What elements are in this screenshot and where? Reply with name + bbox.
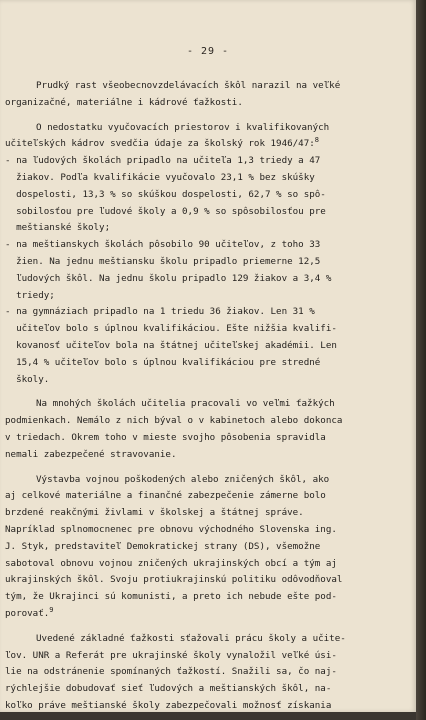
line-text: sobilosťou pre ľudové školy a 0,9 % so spôsobilosťou pre: [5, 205, 326, 217]
line-text: koľko práve meštianské školy zabezpečovali možnosť získania: [5, 699, 332, 711]
line-text: školy.: [5, 373, 50, 385]
line-text: lie na odstránenie spomínaných ťažkostí. Snažili sa, čo naj-: [5, 666, 337, 678]
paragraph: [5, 472, 405, 623]
line-text: - na meštianskych školách pôsobilo 90 učiteľov, z toho 33: [5, 239, 321, 251]
text-line: [5, 664, 405, 681]
line-text: O nedostatku vyučovacích priestorov i kvalifikovaných: [36, 121, 330, 133]
line-text: aj celkové materiálne a finančné zabezpečenie zámerne bolo: [5, 490, 326, 502]
line-text: brzdené reakčnými živlami v školskej a štátnej správe.: [5, 507, 304, 519]
text-line: [5, 78, 405, 95]
paragraph: [5, 631, 405, 715]
text-line: [5, 220, 405, 237]
line-text: Napríklad splnomocnenec pre obnovu východného Slovenska ing.: [5, 523, 337, 535]
line-text: podmienkach. Nemálo z nich býval o v kabinetoch alebo dokonca: [5, 415, 343, 427]
line-text: učiteľov bolo s úplnou kvalifikáciou. Ešte nižšia kvalifi-: [5, 323, 337, 335]
line-text: organizačné, materiálne i kádrové ťažkosti.: [5, 96, 243, 108]
text-line: [5, 321, 405, 338]
line-text: meštianské školy;: [5, 222, 111, 234]
text-line: [5, 488, 405, 505]
text-line: [5, 648, 405, 665]
text-line: [5, 254, 405, 271]
text-line: [5, 204, 405, 221]
line-text: tým, že Ukrajinci sú komunisti, a preto ich nebude ešte pod-: [5, 591, 337, 603]
text-line: [5, 631, 405, 648]
paragraph-gap: [5, 388, 405, 396]
line-text: dospelosti, 13,3 % so skúškou dospelosti, 62,7 % so spô-: [5, 188, 326, 200]
page-number: - 29 -: [186, 46, 230, 57]
line-text: kovanosť učiteľov bola na štátnej učiteľskej akadémii. Len: [5, 339, 337, 351]
line-text: učiteľských kádrov svedčia údaje za školský rok 1946/47:: [5, 138, 315, 150]
text-line: [5, 413, 405, 430]
text-line: [5, 372, 405, 389]
text-line: [5, 338, 405, 355]
paragraph: [5, 396, 405, 463]
line-text: ľov. UNR a Referát pre ukrajinské školy vynaložil veľké úsi-: [5, 649, 337, 661]
book-edge: [416, 0, 426, 720]
text-line: [5, 589, 405, 606]
paragraph: [5, 120, 405, 389]
line-text: v triedach. Okrem toho v mieste svojho pôsobenia spravidla: [5, 431, 326, 443]
line-text: nemali zabezpečené stravovanie.: [5, 448, 177, 460]
text-line: [5, 120, 405, 137]
line-text: ľudových škôl. Na jednu školu pripadlo 129 žiakov a 3,4 %: [5, 272, 332, 284]
paragraph: [5, 78, 405, 112]
line-text: Uvedené základné ťažkosti sťažovali prácu školy a učite-: [36, 632, 346, 644]
line-text: 15,4 % učiteľov bolo s úplnou kvalifikáciou pre stredné: [5, 356, 321, 368]
text-line: [5, 472, 405, 489]
text-line: [5, 288, 405, 305]
text-line: [5, 237, 405, 254]
text-line: [5, 539, 405, 556]
text-line: [5, 136, 405, 153]
footnote-marker: 8: [314, 136, 319, 145]
line-text: rýchlejšie dobudovať sieť ľudových a meštianských škôl, na-: [5, 683, 332, 695]
line-text: žien. Na jednu meštiansku školu pripadlo priemerne 12,5: [5, 255, 321, 267]
line-text: žiakov. Podľa kvalifikácie vyučovalo 23,1 % bez skúšky: [5, 171, 315, 183]
text-line: [5, 187, 405, 204]
text-line: [5, 355, 405, 372]
text-line: [5, 396, 405, 413]
text-line: [5, 447, 405, 464]
text-line: [5, 304, 405, 321]
line-text: porovať.: [5, 607, 50, 619]
text-line: [5, 556, 405, 573]
line-text: Prudký rast všeobecnovzdelávacích škôl narazil na veľké: [36, 80, 341, 91]
paragraph-gap: [5, 464, 405, 472]
text-line: [5, 606, 405, 623]
paragraph-gap: [5, 112, 405, 120]
text-line: [5, 698, 405, 715]
text-line: [5, 95, 405, 112]
line-text: sabotoval obnovu vojnou zničených ukrajinských obcí a tým aj: [5, 557, 337, 569]
line-text: Výstavba vojnou poškodených alebo zničených škôl, ako: [36, 473, 330, 485]
text-line: [5, 681, 405, 698]
line-text: Na mnohých školách učitelia pracovali vo veľmi ťažkých: [36, 398, 335, 410]
text-line: [5, 271, 405, 288]
line-text: J. Styk, predstaviteľ Demokratickej strany (DS), všemožne: [5, 540, 321, 552]
text-line: [5, 170, 405, 187]
line-text: ukrajinských škôl. Svoju protiukrajinskú politiku odôvodňoval: [5, 574, 343, 586]
line-text: - na ľudových školách pripadlo na učiteľa 1,3 triedy a 47: [5, 155, 321, 167]
text-line: [5, 153, 405, 170]
line-text: - na gymnáziach pripadlo na 1 triedu 36 žiakov. Len 31 %: [5, 306, 315, 318]
paragraph-gap: [5, 623, 405, 631]
text-line: [5, 522, 405, 539]
body-text: [5, 78, 405, 715]
text-line: [5, 572, 405, 589]
text-line: [5, 430, 405, 447]
footnote-marker: 9: [49, 605, 54, 614]
line-text: triedy;: [5, 289, 55, 301]
text-line: [5, 505, 405, 522]
